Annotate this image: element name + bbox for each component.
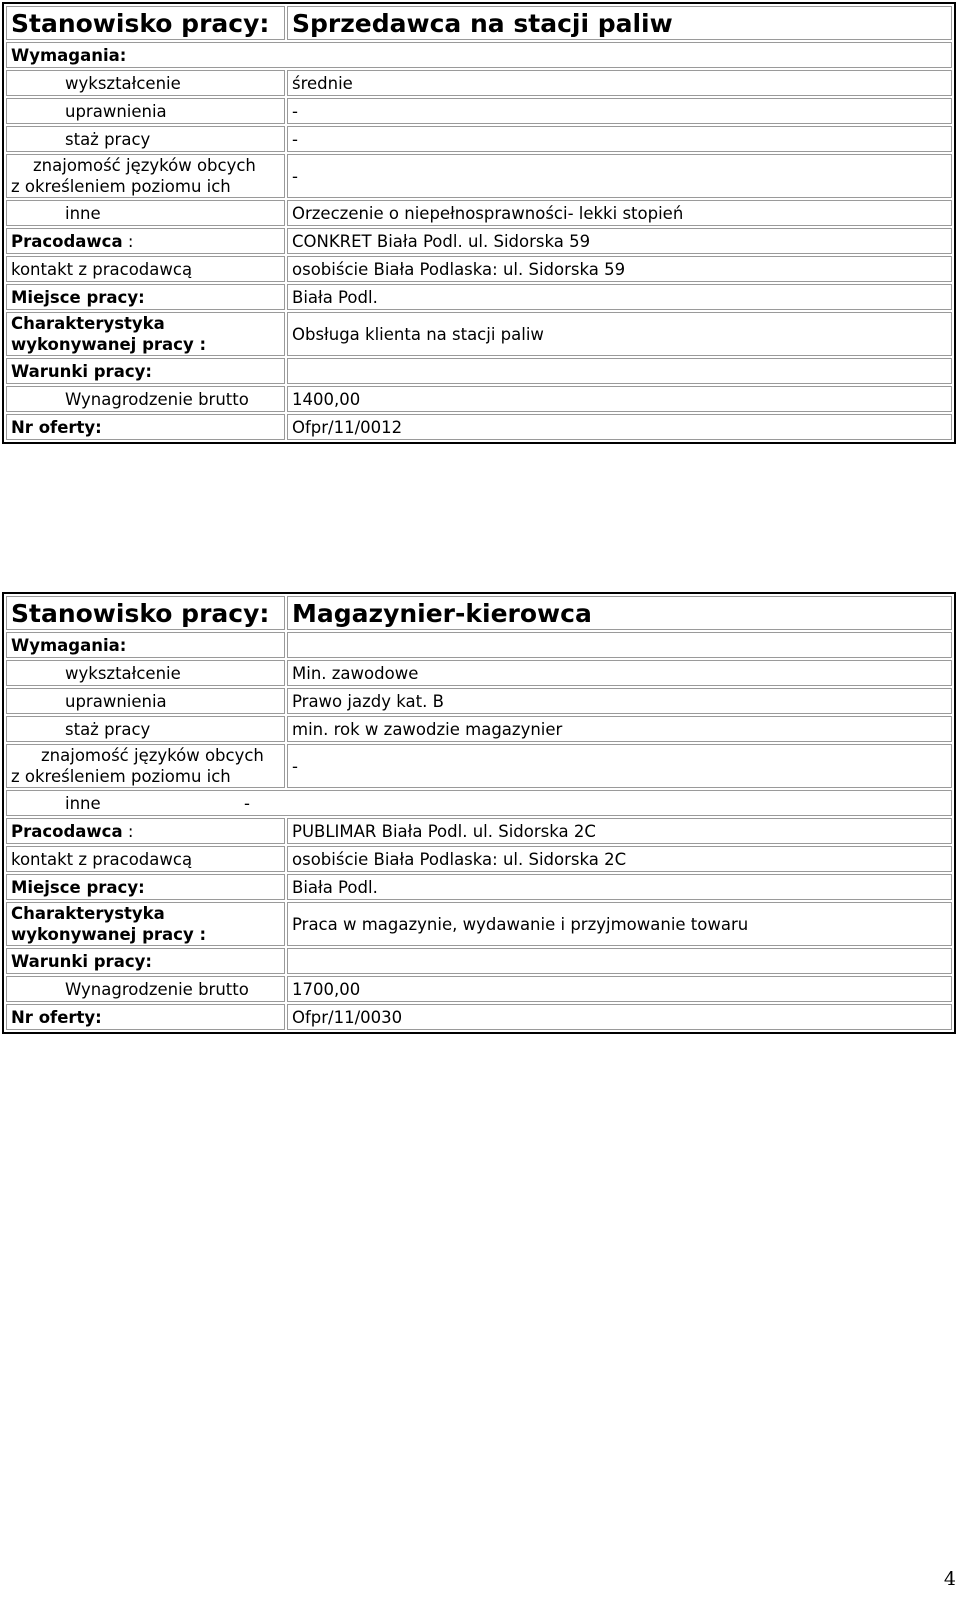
licenses-value: - [287, 98, 952, 124]
job-description-label [6, 902, 285, 946]
education-value: Min. zawodowe [287, 660, 952, 686]
licenses-label: uprawnienia [6, 98, 285, 124]
employer-label-colon: : [122, 821, 134, 841]
other-row [6, 790, 952, 816]
other-label: inne [65, 793, 101, 813]
languages-label-line-2: z określeniem poziomu ich [11, 177, 231, 196]
languages-value: - [287, 154, 952, 198]
languages-label-line-1: znajomość języków obcych [41, 746, 264, 765]
workplace-value: Biała Podl. [287, 874, 952, 900]
languages-label-line-2: z określeniem poziomu ich [11, 767, 231, 786]
position-label: Stanowisko pracy: [6, 596, 285, 630]
job-description-label-line-2: wykonywanej pracy : [11, 925, 207, 944]
contact-label: kontakt z pracodawcą [6, 846, 285, 872]
position-title: Magazynier-kierowca [287, 596, 952, 630]
job-description-label-line-1: Charakterystyka [11, 314, 165, 333]
position-label: Stanowisko pracy: [6, 6, 285, 40]
requirements-label: Wymagania: [6, 632, 285, 658]
offer-number-value: Ofpr/11/0030 [287, 1004, 952, 1030]
offer-number-label: Nr oferty: [6, 1004, 285, 1030]
salary-value: 1700,00 [287, 976, 952, 1002]
position-title: Sprzedawca na stacji paliw [287, 6, 952, 40]
page-number: 4 [943, 1568, 956, 1590]
experience-value: - [287, 126, 952, 152]
languages-label [6, 744, 285, 788]
workplace-value: Biała Podl. [287, 284, 952, 310]
job-description-value: Obsługa klienta na stacji paliw [287, 312, 952, 356]
other-value: - [244, 793, 250, 813]
job-description-value: Praca w magazynie, wydawanie i przyjmowanie towaru [287, 902, 952, 946]
experience-label: staż pracy [6, 716, 285, 742]
salary-value: 1400,00 [287, 386, 952, 412]
languages-label [6, 154, 285, 198]
job-offer-1 [2, 2, 956, 444]
job-offer-2 [2, 592, 956, 1034]
languages-label-line-1: znajomość języków obcych [33, 156, 256, 175]
salary-label: Wynagrodzenie brutto [6, 386, 285, 412]
other-value: Orzeczenie o niepełnosprawności- lekki stopień [287, 200, 952, 226]
job-description-label-line-2: wykonywanej pracy : [11, 335, 207, 354]
employer-label [6, 228, 285, 254]
contact-label: kontakt z pracodawcą [6, 256, 285, 282]
education-value: średnie [287, 70, 952, 96]
conditions-label: Warunki pracy: [6, 358, 285, 384]
employer-label-colon: : [122, 231, 134, 251]
employer-value: PUBLIMAR Biała Podl. ul. Sidorska 2C [287, 818, 952, 844]
employer-label-text: Pracodawca [11, 231, 123, 251]
job-description-label-line-1: Charakterystyka [11, 904, 165, 923]
education-label: wykształcenie [6, 660, 285, 686]
employer-label-text: Pracodawca [11, 821, 123, 841]
experience-label: staż pracy [6, 126, 285, 152]
requirements-label: Wymagania: [6, 42, 952, 68]
languages-value: - [287, 744, 952, 788]
contact-value: osobiście Biała Podlaska: ul. Sidorska 2C [287, 846, 952, 872]
job-description-label [6, 312, 285, 356]
salary-label: Wynagrodzenie brutto [6, 976, 285, 1002]
employer-value: CONKRET Biała Podl. ul. Sidorska 59 [287, 228, 952, 254]
offer-number-label: Nr oferty: [6, 414, 285, 440]
education-label: wykształcenie [6, 70, 285, 96]
licenses-label: uprawnienia [6, 688, 285, 714]
offer-number-value: Ofpr/11/0012 [287, 414, 952, 440]
requirements-value [287, 632, 952, 658]
experience-value: min. rok w zawodzie magazynier [287, 716, 952, 742]
conditions-value [287, 948, 952, 974]
contact-value: osobiście Biała Podlaska: ul. Sidorska 59 [287, 256, 952, 282]
licenses-value: Prawo jazdy kat. B [287, 688, 952, 714]
workplace-label: Miejsce pracy: [6, 284, 285, 310]
other-label: inne [6, 200, 285, 226]
workplace-label: Miejsce pracy: [6, 874, 285, 900]
conditions-value [287, 358, 952, 384]
conditions-label: Warunki pracy: [6, 948, 285, 974]
employer-label [6, 818, 285, 844]
